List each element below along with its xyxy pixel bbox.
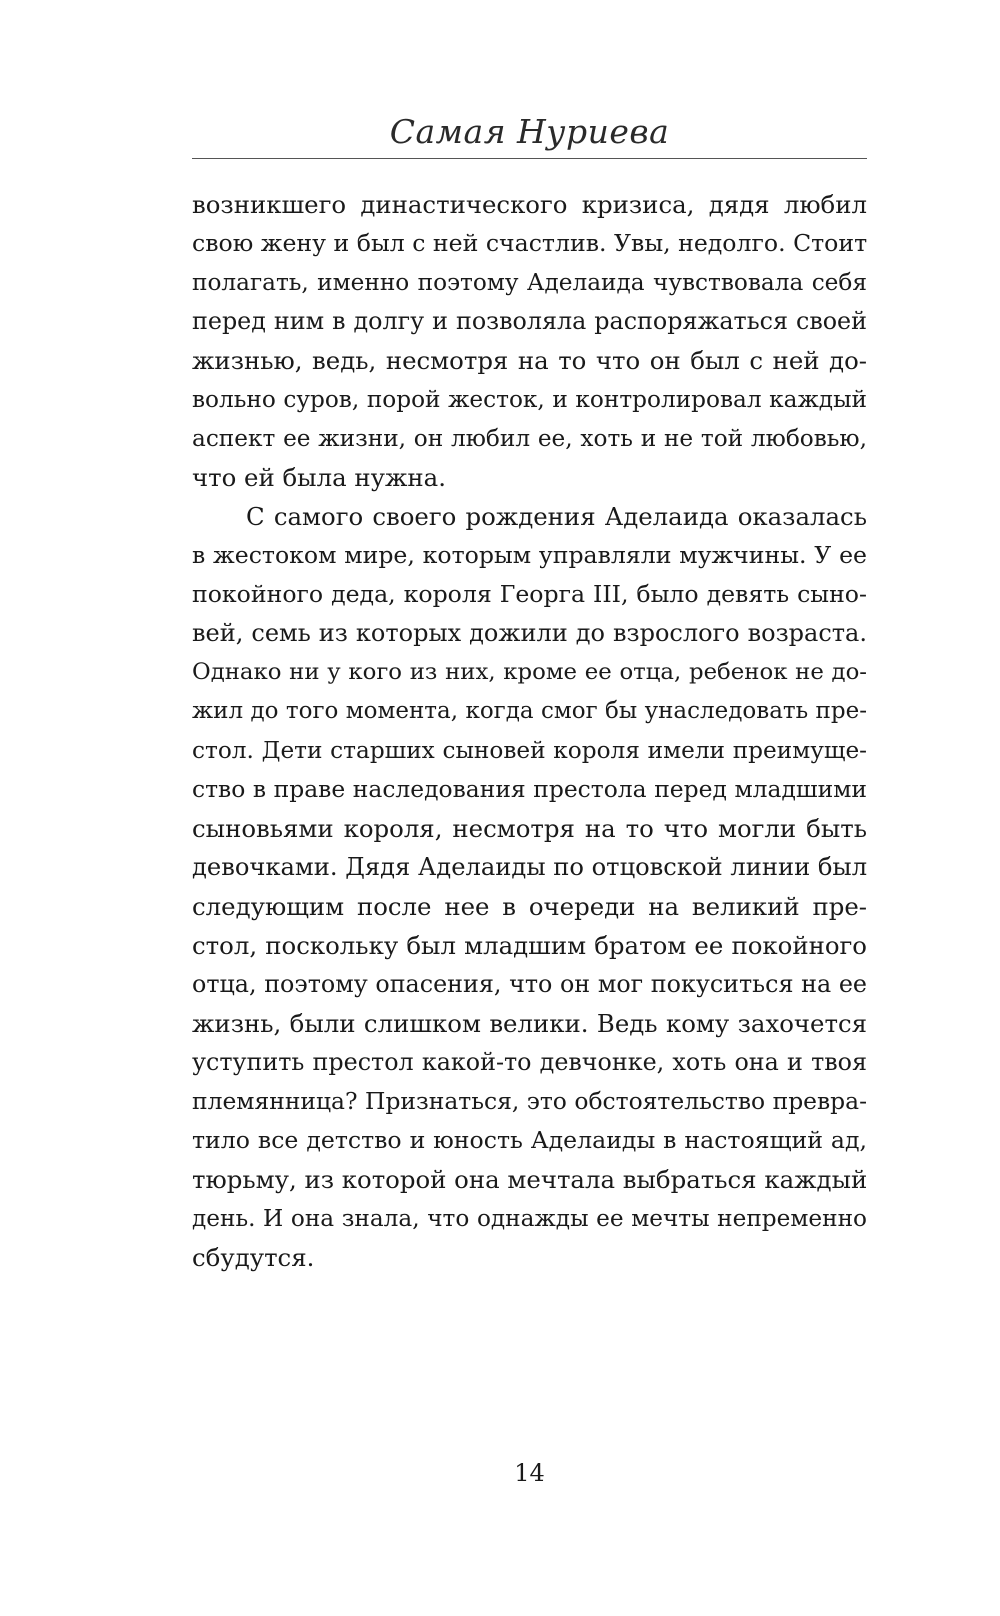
text-line: перед ним в долгу и позволяла распоряжаться своей bbox=[192, 307, 867, 335]
text-line: отца, поэтому опасения, что он мог покуситься на ее bbox=[192, 970, 867, 998]
text-line: жизнью, ведь, несмотря на то что он был с ней до- bbox=[192, 346, 867, 375]
text-line: в жестоком мире, которым управляли мужчины. У ее bbox=[192, 541, 867, 569]
text-line: С самого своего рождения Аделаида оказалась bbox=[246, 502, 867, 531]
text-line: день. И она знала, что однажды ее мечты непременно bbox=[192, 1205, 867, 1232]
text-line: возникшего династического кризиса, дядя любил bbox=[192, 190, 867, 219]
text-line: тюрьму, из которой она мечтала выбраться каждый bbox=[192, 1165, 868, 1194]
text-line: вей, семь из которых дожили до взрослого возраста. bbox=[192, 619, 867, 647]
paragraph bbox=[192, 497, 867, 1277]
text-line: покойного деда, короля Георга III, было девять сыно- bbox=[192, 580, 867, 608]
text-line: свою жену и был с ней счастлив. Увы, недолго. Стоит bbox=[192, 229, 868, 257]
text-line: племянница? Признаться, это обстоятельство превра- bbox=[192, 1087, 867, 1115]
text-line: стол, поскольку был младшим братом ее покойного bbox=[192, 931, 867, 960]
text-line: тило все детство и юность Аделаиды в настоящий ад, bbox=[192, 1126, 867, 1154]
running-head-author: Самая Нуриева bbox=[389, 112, 670, 151]
body-text bbox=[192, 185, 867, 1277]
text-line: вольно суров, порой жесток, и контролировал каждый bbox=[192, 386, 867, 413]
text-line: сыновьями короля, несмотря на то что могли быть bbox=[192, 814, 867, 843]
text-line: следующим после нее в очереди на великий пре- bbox=[192, 892, 867, 921]
text-line: полагать, именно поэтому Аделаида чувствовала себя bbox=[192, 269, 867, 296]
text-line: уступить престол какой-то девчонке, хоть она и твоя bbox=[192, 1048, 867, 1076]
text-line: сбудутся. bbox=[192, 1243, 315, 1272]
text-line: стол. Дети старших сыновей короля имели преимуще- bbox=[192, 737, 867, 764]
text-line: ство в праве наследования престола перед младшими bbox=[192, 775, 867, 803]
text-line: что ей была нужна. bbox=[192, 463, 446, 492]
text-line: жизнь, были слишком велики. Ведь кому захочется bbox=[192, 1009, 867, 1038]
text-line: девочками. Дядя Аделаиды по отцовской линии был bbox=[192, 853, 868, 881]
page-number: 14 bbox=[514, 1459, 545, 1487]
header-rule bbox=[192, 158, 867, 159]
paragraph bbox=[192, 185, 867, 497]
text-line: аспект ее жизни, он любил ее, хоть и не той любовью, bbox=[192, 425, 867, 452]
text-line: Однако ни у кого из них, кроме ее отца, ребенок не до- bbox=[192, 659, 867, 685]
text-line: жил до того момента, когда смог бы унаследовать пре- bbox=[192, 698, 867, 724]
